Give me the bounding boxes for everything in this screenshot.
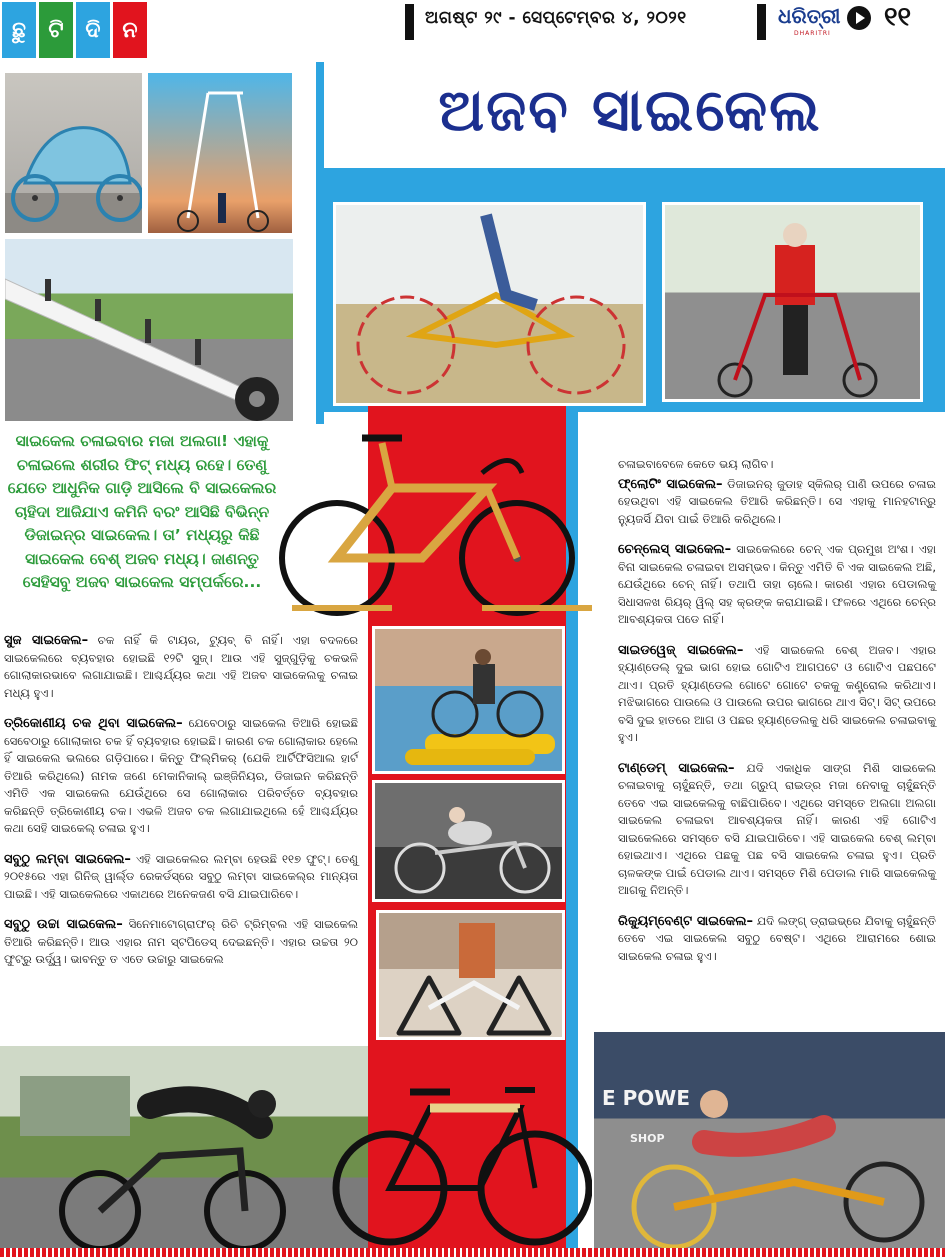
chainless-cycle-drawing xyxy=(375,783,565,902)
article-heading: ସବୁଠୁ ଉଚ୍ଚା ସାଇକେଲ– xyxy=(4,917,123,932)
article-body: ସାଇକେଲରେ ଚେନ୍ ଏକ ପ୍ରମୁଖ ଅଂଶ। ଏହା ବିନା ସାଇକେଲ ଚଳାଇବା ଅସମ୍ଭବ। କିନ୍ତୁ ଏମିତି ବି ଏକ ସାଇକେଲ ଅଛି, ଯେଉଁଥିରେ ଚେନ୍ ନାହିଁ। ତଥାପି ତାହା ଚାଲେ। କାରଣ ଏହାର ପେଡାଲକୁ ସିଧାସଳଖ ରିୟର୍ ୱିଲ୍ ସହ କ୍ରଙ୍କ କରାଯାଇଛି। ଫଳରେ ଏଥିରେ ଚେନ୍‌ର ଆବଶ୍ୟକତା ପଡେ ନାହିଁ। xyxy=(618,542,936,626)
article-body: ସିନେମାଟୋଗ୍ରାଫର୍ ରିଚି ଟ୍ରିମ୍ବଲ ଏହି ସାଇକେଲ ତିଆରି କରିଛନ୍ତି। ଆଉ ଏହାର ନାମ ସ୍ଟପିଡେସ୍ ଦେଇଛନ୍ତି। ଏହାର ଉଚ୍ଚତା ୨୦ ଫୁଟ୍‌ରୁ ଉର୍ଦ୍ଧ୍ୱ। ଭାବନ୍ତୁ ତ ଏତେ ଉଚ୍ଚାରୁ ସାଇକେଲ xyxy=(4,917,359,966)
article-body: ଏହି ସାଇକେଲ ବେଶ୍ ଅଜବ। ଏହାର ହ୍ୟାଣ୍ଡେଲ୍ ଦୁଇ ଭାଗ ହୋଇ ଗୋଟିଏ ଆଗପଟେ ଓ ଗୋଟିଏ ପଛପଟେ ଥାଏ। ପ୍ରତି ହ୍ୟାଣ୍ଡେଲ ଗୋଟେ ଗୋଟେ ଚକକୁ କଣ୍ଟ୍ରୋଲ କରିଥାଏ। ମଝିଭାଗରେ ପାଉଲେ ଓ ପାଉଲେ ଉପର ଭାଗରେ ଥାଏ ସିଟ୍। ସିଟ୍ ଉପରେ ବସି ଦୁଇ ହାତରେ ଆଗ ଓ ପଛର ହ୍ୟାଣ୍ଡେଲକୁ ଧରି ସାଇକେଲ ଚଳାଇବାକୁ ହୁଏ। xyxy=(618,642,936,744)
page-number: ୧୧ xyxy=(884,2,912,32)
newspaper-logo-sub: DHARITRI xyxy=(794,30,831,37)
recumbent-cyclist-drawing xyxy=(594,1032,945,1248)
photo-racing-cyclist xyxy=(0,1046,368,1248)
photo-floating-cycle xyxy=(372,626,565,774)
article-heading: ତ୍ରିକୋଣୀୟ ଚକ ଥିବା ସାଇକେଲ– xyxy=(4,716,183,731)
article-longest-cycle xyxy=(4,851,358,904)
article-heading: ଚେନ୍‌ଲେସ୍ ସାଇକେଲ– xyxy=(618,542,732,557)
newspaper-logo: ଧରିତ୍ରୀ xyxy=(778,4,841,28)
triangle-wheel-drawing xyxy=(379,913,565,1040)
recumbent-banner-text: E POWE xyxy=(602,1086,691,1110)
article-body: ଏହି ସାଇକେଲର ଲମ୍ବା ହେଉଛି ୧୧୭ ଫୁଟ୍। ତେଣୁ ୨୦୧୫ରେ ଏହା ଗିନିଜ୍ ୱାର୍ଲ୍ଡ ରେକର୍ଡସ୍‌ରେ ସବୁଠୁ ଲମ୍ବା ସାଇକେଲ୍‌ର ମାନ୍ୟତା ପାଇଛି। ଏହି ସାଇକେଲରେ ଏକାଥରେ ଅନେକଜଣ ବସି ଯାଇପାରିବେ। xyxy=(4,851,358,901)
intro-paragraph: ସାଇକେଲ ଚଳାଇବାର ମଜା ଅଲଗା! ଏହାକୁ ଚଳାଇଲେ ଶରୀର ଫିଟ୍ ମଧ୍ୟ ରହେ। ତେଣୁ ଯେତେ ଆଧୁନିକ ଗାଡ଼ି ଆସିଲେ ବି ସାଇକେଲର ଚାହିଦା ଆଜିଯାଏ କମିନି ବରଂ ଆସିଛି ବିଭିନ୍ନ ଡିଜାଇନ୍‌ର ସାଇକେଲ। ତା’ ମଧ୍ୟରୁ କିଛି ସାଇକେଲ ବେଶ୍ ଅଜବ ମଧ୍ୟ। ଜାଣନ୍ତୁ ସେହିସବୁ ଅଜବ ସାଇକେଲ ସମ୍ପର୍କରେ... xyxy=(7,432,277,591)
header-divider-left xyxy=(405,4,414,40)
photo-long-cycle xyxy=(2,236,296,424)
play-arrow-icon xyxy=(847,6,871,30)
article-heading: ଫ୍ଲୋଟିଂ ସାଇକେଲ– xyxy=(618,476,723,492)
article-tallest-cycle xyxy=(4,916,358,969)
article-heading: ରିକ୍ୟୁମ୍‌ବେଣ୍ଟ ସାଇକେଲ– xyxy=(618,913,754,929)
photo-tall-cycle xyxy=(145,70,295,236)
article-heading: ସବୁଠୁ ଲମ୍ବା ସାଇକେଲ– xyxy=(4,851,131,867)
photo-chainless-cycle xyxy=(372,780,565,902)
article-heading: ସାଇଡୱେଜ୍ ସାଇକେଲ– xyxy=(618,642,744,658)
section-letter-4: ନ xyxy=(113,2,147,58)
article-triangle-wheel-cycle xyxy=(4,715,358,838)
article-body: ଚଳାଇବାବେଳେ କେତେ ଭୟ ଲାଗିବ। xyxy=(618,457,774,471)
article-sideways-cycle xyxy=(618,642,936,747)
photo-recumbent-cyclist xyxy=(594,1032,945,1248)
photo-triangle-wheel-cycle xyxy=(376,910,565,1040)
shoe-cycle-drawing xyxy=(336,205,646,406)
section-letter-3: ଦି xyxy=(76,2,110,58)
recumbent-banner-subtext: SHOP xyxy=(630,1132,665,1145)
sideways-bike-drawing xyxy=(665,205,923,402)
tall-cycle-drawing xyxy=(148,73,295,236)
article-recumbent-cycle xyxy=(618,913,936,966)
header-divider-right xyxy=(757,4,766,40)
article-heading: ସୁଜ ସାଇକେଲ– xyxy=(4,633,89,648)
article-body: ଯେବେଠାରୁ ସାଇକେଲ ତିଆରି ହୋଇଛି ସେବେଠାରୁ ଗୋଲାକାର ଚକ ହିଁ ବ୍ୟବହାର ହୋଇଛି। କାରଣ ଚକ ଗୋଲାକାର ହେଲେ ହିଁ ସାଇକେଲ ଭଲରେ ଗଡ଼ିପାରେ। କିନ୍ତୁ ଫିଲ୍ମିକର୍ (ଯେକି ଆର୍ଟିଫିସିଆଲ ହାର୍ଟ ତିଆରି କରିଥିଲେ) ନାମକ ଜଣେ ମେକାନିକାଲ୍ ଇଞ୍ଜିନିୟର, ଡିଜାଇନ କରିଛନ୍ତି ଏମିତି ଏକ ସାଇକେଲ ଯେଉଁଥିରେ ସେ ଗୋଲାକାର ପରିବର୍ତ୍ତେ ବ୍ୟବହାର କରିଛନ୍ତି ତ୍ରିକୋଣୀୟ ଚକ। ଏଭଳି ଅଜବ ଚକ ଲଗାଯାଇଥିଲେ ହେଁ ଆଶ୍ଚର୍ଯ୍ୟର କଥା ସେହି ସାଇକେଲ୍ ଚଳାଇ ହୁଏ। xyxy=(4,716,359,835)
article-heading: ଟାଣ୍ଡେମ୍ ସାଇକେଲ– xyxy=(618,760,735,776)
photo-sideways-bike-street xyxy=(662,202,923,402)
photo-shoe-wheel-cycle xyxy=(333,202,646,406)
bottom-stripe xyxy=(0,1248,945,1257)
article-body: ଯଦି ଲଙ୍ଗ୍ ଡ୍ରାଇଭ୍‌ରେ ଯିବାକୁ ଚାହୁଁଛନ୍ତି ତେବେ ଏଇ ସାଇକେଲ ସବୁଠୁ ବେଷ୍ଟ। ଏଥିରେ ଆରାମରେ ଶୋଇ ସାଇକେଲ ଚଳାଇ ହୁଏ। xyxy=(618,913,937,963)
floating-cycle-drawing xyxy=(375,629,565,774)
article-floating-cycle xyxy=(618,476,936,529)
photo-beetle-cycle xyxy=(2,70,145,236)
headline: ଅଜବ ସାଇକେଲ xyxy=(438,76,822,144)
article-shoe-cycle xyxy=(4,632,358,702)
right-articles xyxy=(618,456,936,978)
racing-cyclist-drawing xyxy=(0,1046,368,1248)
section-brand xyxy=(2,2,147,58)
page-header xyxy=(0,0,945,62)
beetle-cycle-drawing xyxy=(5,73,145,236)
article-chainless-cycle xyxy=(618,541,936,629)
article-body: ଯଦି ଏକାଧିକ ସାଙ୍ଗ ମିଶି ସାଇକେଲ ଚଳାଇବାକୁ ଚାହୁଁଛନ୍ତି, ତଥା ଗ୍ରୁପ୍ ରାଇଡ୍‌ର ମଜା ନେବାକୁ ଚାହୁଁଛନ୍ତି ତେବେ ଏଇ ସାଇକେଲକୁ ବାଛିପାରିବେ। ଏଥିରେ ସମସ୍ତେ ଅଲଗା ଅଲଗା ସାଇକେଲ ଚଳାଇବା ଆବଶ୍ୟକତା ନାହିଁ। କାରଣ ଏହି ଗୋଟିଏ ସାଇକେଲରେ ସମସ୍ତେ ବସି ଯାଇପାରିବେ। ଏହି ସାଇକେଲ ବେଶ୍ ଲମ୍ବା ହୋଇଥାଏ। ଏଥିରେ ପଛକୁ ପଛ ବସି ସାଇକେଲ ଚଳାଇ ହୁଏ। ପ୍ରତି ଚାଳକଙ୍କ ପାଇଁ ପେଡାଲ ଥାଏ। ସମସ୍ତେ ମିଶି ପେଡାଲ ମାରି ସାଇକେଲକୁ ଆଗକୁ ନିଅନ୍ତି। xyxy=(618,760,937,897)
article-body: ଡିଜାଇନର୍ ଜୁଡାହ ସ୍କିଲର୍ ପାଣି ଉପରେ ଚଳାଇ ହେଉଥିବା ଏହି ସାଇକେଲ ତିଆରି କରିଛନ୍ତି। ସେ ଏହାକୁ ମାନହଟାନ୍‌ରୁ ନ୍ୟୁଜର୍ସି ଯିବା ପାଇଁ ତିଆରି କରିଥିଲେ। xyxy=(618,476,936,526)
article-tandem-cycle xyxy=(618,760,936,900)
fixie-bike-illustration xyxy=(330,1078,592,1248)
issue-date: ଅଗଷ୍ଟ ୨୯ - ସେପ୍ଟେମ୍ବର ୪, ୨୦୨୧ xyxy=(425,8,687,28)
left-articles xyxy=(4,632,358,982)
section-letter-1: ଛୁ xyxy=(2,2,36,58)
long-cycle-drawing xyxy=(5,239,296,424)
bamboo-bike-illustration xyxy=(272,418,612,618)
section-letter-2: ଟି xyxy=(39,2,73,58)
article-body: ଚକ ନାହିଁ କି ଟାୟର, ଟ୍ୟୁବ୍ ବି ନାହିଁ। ଏହା ବଦଳରେ ସାଇକେଲରେ ବ୍ୟବହାର ହୋଇଛି ୧୨ଟି ସୁଜ୍। ଆଉ ଏହି ସୁଜ୍‌ଗୁଡ଼ିକୁ ଚକଭଳି ଗୋଲାକାରଭାବେ ଲଗାଯାଇଛି। ଆଶ୍ଚର୍ଯ୍ୟର କଥା ଏହି ଅଜବ ସାଇକେଲକୁ ଚଳାଇ ମଧ୍ୟ ହୁଏ। xyxy=(4,633,359,700)
article-continued xyxy=(618,456,936,474)
